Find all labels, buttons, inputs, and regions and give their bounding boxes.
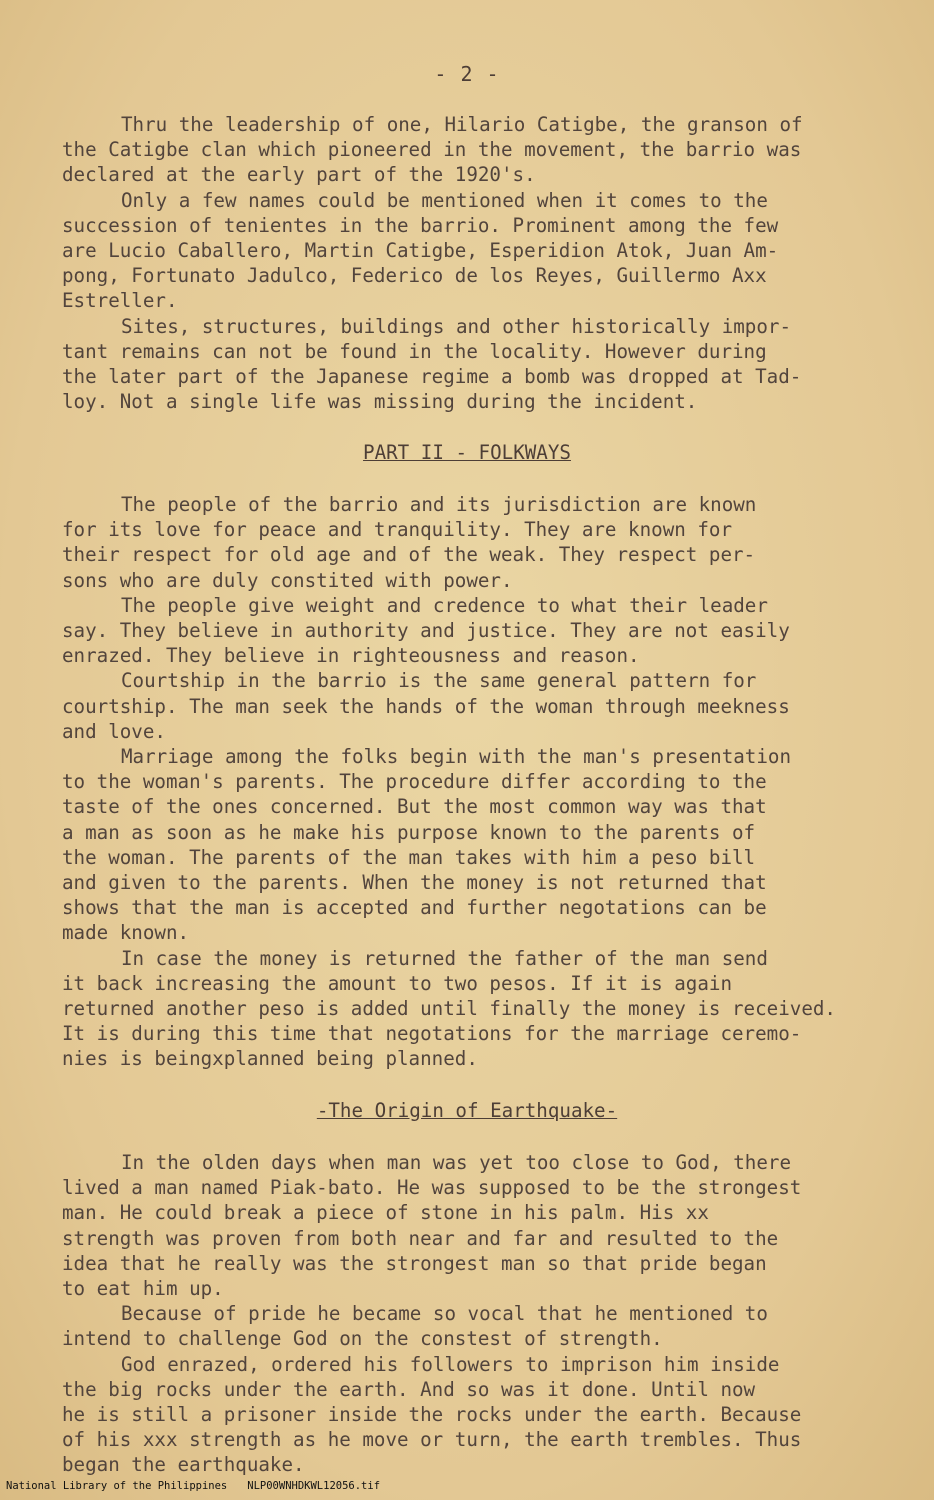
text-line: for its love for peace and tranquility. They are known for xyxy=(62,518,733,542)
footer-file: NLP00WNHDKWL12056.tif xyxy=(247,1480,381,1492)
text-line: succession of tenientes in the barrio. Prominent among the few xyxy=(62,213,779,237)
text-line: the woman. The parents of the man takes with him a peso bill xyxy=(62,845,756,869)
folkways-section xyxy=(62,492,892,1072)
text-line: it back increasing the amount to two pesos. If it is again xyxy=(62,971,733,995)
text-line: loy. Not a single life was missing during the incident. xyxy=(62,390,698,414)
text-line: idea that he really was the strongest man so that pride began xyxy=(62,1251,767,1275)
text-line: to eat him up. xyxy=(62,1277,224,1301)
text-line: Thru the leadership of one, Hilario Catigbe, the granson of xyxy=(121,113,803,136)
text-line: shows that the man is accepted and further negotations can be xyxy=(62,896,767,920)
footer-library: National Library of the Philippines xyxy=(6,1480,228,1492)
text-line: their respect for old age and of the weak. They respect per- xyxy=(62,543,756,567)
text-line: intend to challenge God on the constest of strength. xyxy=(62,1327,663,1351)
text-line: Only a few names could be mentioned when it comes to the xyxy=(121,188,768,212)
intro-section xyxy=(62,112,892,414)
text-line: declared at the early part of the 1920's. xyxy=(62,163,536,187)
text-line: taste of the ones concerned. But the most common way was that xyxy=(62,795,767,819)
text-line: made known. xyxy=(62,921,190,945)
text-line: pong, Fortunato Jadulco, Federico de los Reyes, Guillermo Axx xyxy=(62,264,767,288)
text-line: nies is beingxplanned being planned. xyxy=(62,1047,478,1071)
text-line: of his xxx strength as he move or turn, the earth trembles. Thus xyxy=(62,1428,802,1452)
text-line: In case the money is returned the father of the man send xyxy=(121,946,768,970)
text-line: It is during this time that negotations for the marriage ceremo- xyxy=(62,1022,802,1046)
text-line: a man as soon as he make his purpose known to the parents of xyxy=(62,820,756,844)
text-line: The people of the barrio and its jurisdiction are known xyxy=(121,493,757,516)
text-line: Because of pride he became so vocal that he mentioned to xyxy=(121,1302,768,1326)
text-line: man. He could break a piece of stone in his palm. His xx xyxy=(62,1201,709,1225)
text-line: the Catigbe clan which pioneered in the movement, the barrio was xyxy=(62,138,802,162)
text-line: and love. xyxy=(62,719,166,743)
text-line: enrazed. They believe in righteousness and reason. xyxy=(62,644,640,668)
story-section xyxy=(62,1150,892,1478)
story-heading: -The Origin of Earthquake- xyxy=(316,1099,618,1122)
text-line: began the earthquake. xyxy=(62,1453,305,1477)
text-line: to the woman's parents. The procedure differ according to the xyxy=(62,770,767,794)
text-line: In the olden days when man was yet too close to God, there xyxy=(121,1151,792,1174)
text-line: Estreller. xyxy=(62,289,178,313)
text-line: he is still a prisoner inside the rocks under the earth. Because xyxy=(62,1403,802,1427)
text-line: the big rocks under the earth. And so was it done. Until now xyxy=(62,1377,756,1401)
text-line: lived a man named Piak-bato. He was supposed to be the strongest xyxy=(62,1176,802,1200)
text-line: sons who are duly constited with power. xyxy=(62,568,513,592)
text-line: courtship. The man seek the hands of the woman through meekness xyxy=(62,694,790,718)
text-line: Marriage among the folks begin with the man's presentation xyxy=(121,745,792,769)
text-line: Courtship in the barrio is the same general pattern for xyxy=(121,669,757,693)
text-line: the later part of the Japanese regime a bomb was dropped at Tad- xyxy=(62,365,802,389)
footer xyxy=(6,1480,926,1492)
text-line: God enrazed, ordered his followers to imprison him inside xyxy=(121,1352,780,1376)
part-heading: PART II - FOLKWAYS xyxy=(363,441,571,464)
text-line: returned another peso is added until finally the money is received. xyxy=(62,997,836,1021)
text-line: are Lucio Caballero, Martin Catigbe, Esperidion Atok, Juan Am- xyxy=(62,239,779,263)
text-line: say. They believe in authority and justice. They are not easily xyxy=(62,619,790,643)
text-line: Sites, structures, buildings and other historically impor- xyxy=(121,314,792,338)
text-line: The people give weight and credence to what their leader xyxy=(121,593,768,617)
page-number: - 2 - xyxy=(434,62,500,86)
text-line: and given to the parents. When the money is not returned that xyxy=(62,871,767,895)
text-line: tant remains can not be found in the locality. However during xyxy=(62,339,767,363)
text-line: strength was proven from both near and far and resulted to the xyxy=(62,1226,779,1250)
